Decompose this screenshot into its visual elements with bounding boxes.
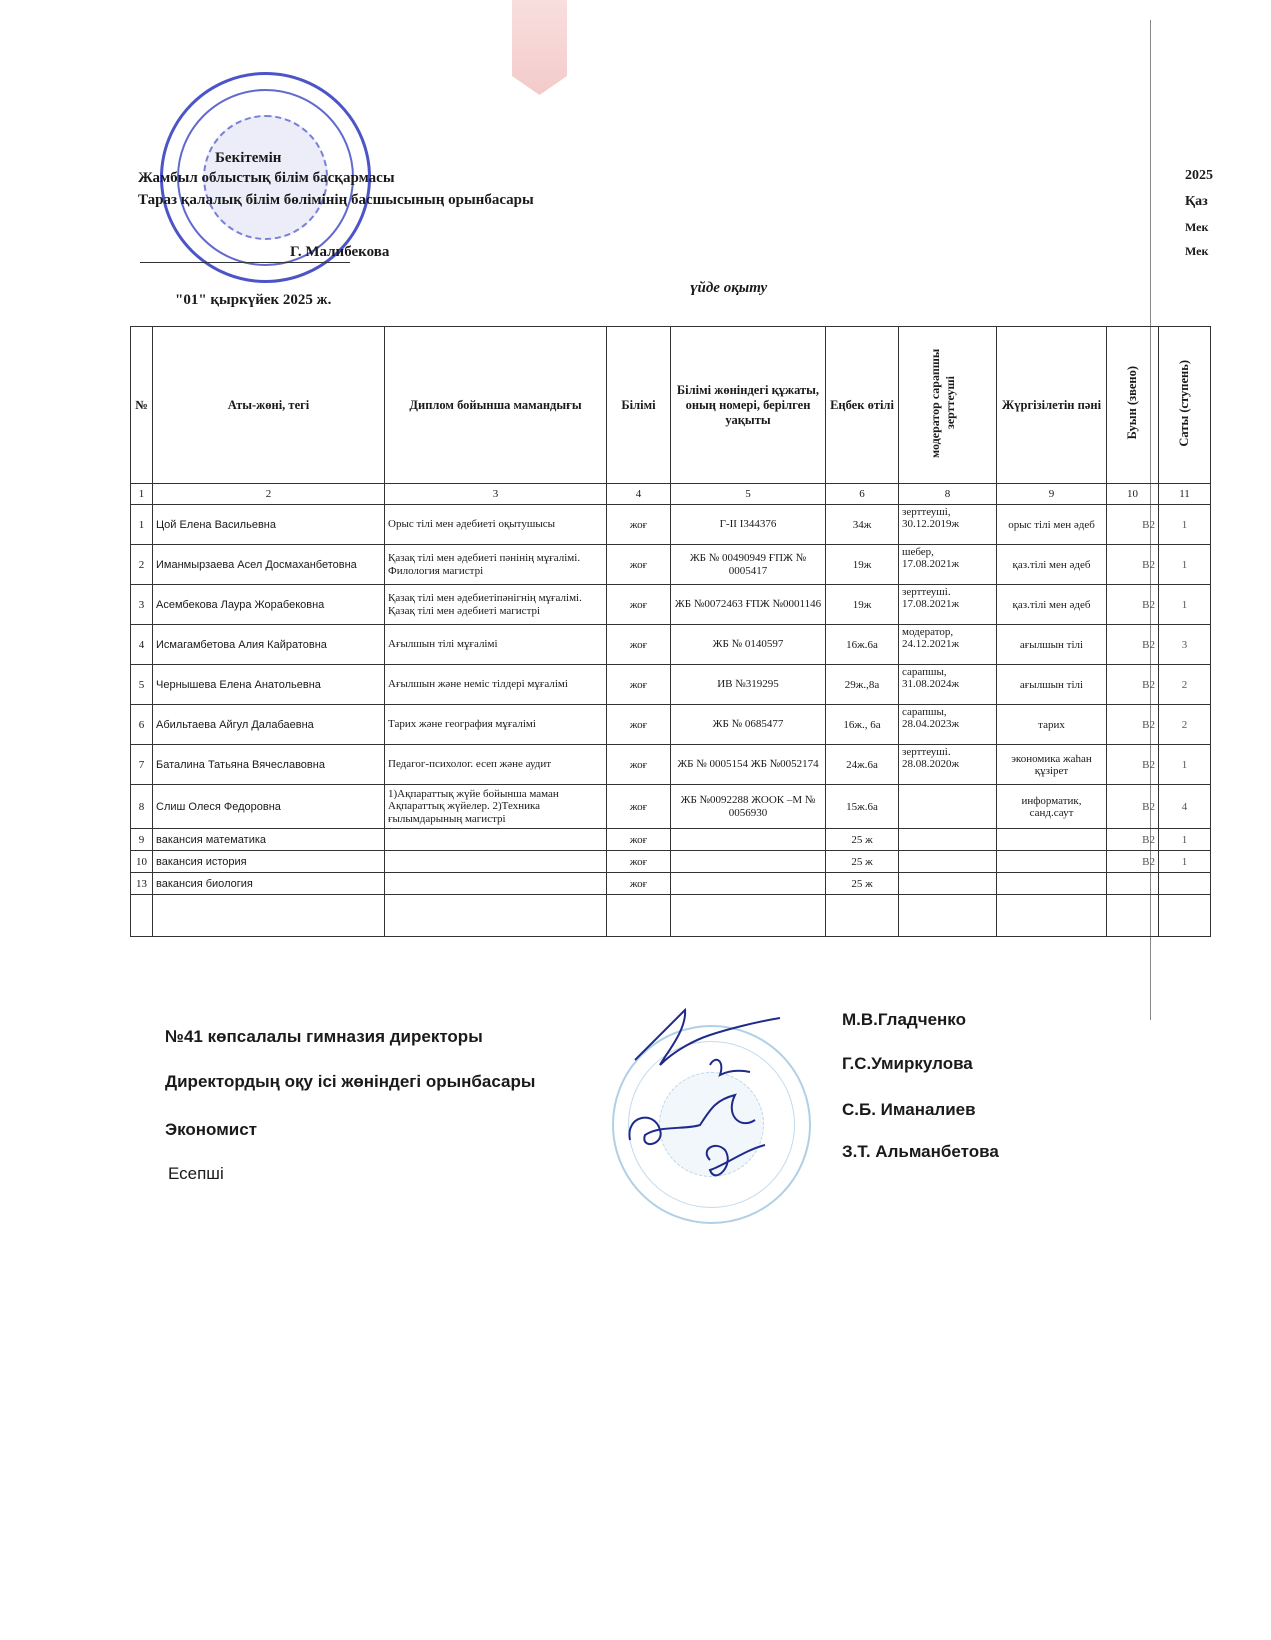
zveno-value: В2 [1107, 505, 1159, 545]
diploma-specialty [385, 873, 607, 895]
col-header-name: Аты-жөні, тегі [153, 327, 385, 484]
director-name: М.В.Гладченко [842, 1010, 966, 1029]
diploma-specialty: Орыс тілі мен әдебиеті оқытушысы [385, 505, 607, 545]
work-experience: 24ж.6а [826, 745, 899, 785]
col-header-step [1159, 327, 1211, 484]
deputy-name: Г.С.Умиркулова [842, 1054, 973, 1073]
row-number: 9 [131, 829, 153, 851]
education-document: ЖБ № 0005154 ЖБ №0052174 [671, 745, 826, 785]
deputy-title: Директордың оқу ісі жөніндегі орынбасары [165, 1072, 536, 1091]
empty-cell [997, 895, 1107, 937]
col-header-education: Білімі [607, 327, 671, 484]
staff-name: Асембекова Лаура Жорабековна [153, 585, 385, 625]
row-number: 7 [131, 745, 153, 785]
staff-name: вакансия биология [153, 873, 385, 895]
row-number: 5 [131, 665, 153, 705]
taught-subject: информатик, санд.саут [997, 785, 1107, 829]
zveno-value: В2 [1107, 625, 1159, 665]
taught-subject [997, 873, 1107, 895]
zveno-value: В2 [1107, 851, 1159, 873]
staff-name: Исмагамбетова Алия Кайратовна [153, 625, 385, 665]
col-number: 8 [899, 484, 997, 505]
education-document: ИВ №319295 [671, 665, 826, 705]
step-value: 1 [1159, 585, 1211, 625]
education-document [671, 873, 826, 895]
education-level: жоғ [607, 705, 671, 745]
staff-name: Цой Елена Васильевна [153, 505, 385, 545]
table-row [131, 785, 1211, 829]
education-level: жоғ [607, 545, 671, 585]
row-number: 6 [131, 705, 153, 745]
empty-cell [1107, 895, 1159, 937]
education-level: жоғ [607, 829, 671, 851]
table-row [131, 851, 1211, 873]
col-number: 10 [1107, 484, 1159, 505]
table-row [131, 625, 1211, 665]
table-row-empty [131, 895, 1211, 937]
zveno-value: В2 [1107, 545, 1159, 585]
taught-subject: тарих [997, 705, 1107, 745]
diploma-specialty [385, 851, 607, 873]
taught-subject: қаз.тілі мен әдеб [997, 545, 1107, 585]
table-row [131, 585, 1211, 625]
director-title: №41 көпсалалы гимназия директоры [165, 1027, 483, 1046]
diploma-specialty: Ағылшын және неміс тілдері мұғалімі [385, 665, 607, 705]
step-value: 3 [1159, 625, 1211, 665]
zveno-value: В2 [1107, 585, 1159, 625]
header-signer: Г. Малибекова [290, 244, 390, 260]
staff-name: вакансия история [153, 851, 385, 873]
col-number: 3 [385, 484, 607, 505]
col-header-step-text: Саты (ступень) [1177, 359, 1191, 447]
qualification-category [899, 873, 997, 895]
taught-subject: қаз.тілі мен әдеб [997, 585, 1107, 625]
col-number: 6 [826, 484, 899, 505]
col-header-experience: Еңбек өтілі [826, 327, 899, 484]
step-value: 4 [1159, 785, 1211, 829]
table-header-row [131, 327, 1211, 484]
staff-name: Иманмырзаева Асел Досмаханбетовна [153, 545, 385, 585]
qualification-category [899, 829, 997, 851]
col-header-zveno [1107, 327, 1159, 484]
work-experience: 19ж [826, 585, 899, 625]
work-experience: 29ж.,8а [826, 665, 899, 705]
approval-date: "01" қыркүйек 2025 ж. [175, 292, 332, 308]
education-document: Г-II I344376 [671, 505, 826, 545]
col-header-specialty: Диплом бойынша мамандығы [385, 327, 607, 484]
row-number: 8 [131, 785, 153, 829]
row-number: 10 [131, 851, 153, 873]
education-level: жоғ [607, 625, 671, 665]
taught-subject: экономика жаһан құзірет [997, 745, 1107, 785]
work-experience: 25 ж [826, 851, 899, 873]
col-header-zveno-text: Буын (звено) [1125, 366, 1139, 440]
zveno-value: В2 [1107, 705, 1159, 745]
table-row [131, 829, 1211, 851]
document-subtitle: үйде оқыту [690, 280, 768, 296]
empty-cell [385, 895, 607, 937]
qualification-category: сарапшы, 28.04.2023ж [899, 705, 997, 745]
empty-cell [153, 895, 385, 937]
qualification-category [899, 851, 997, 873]
diploma-specialty: Тарих және география мұғалімі [385, 705, 607, 745]
col-number: 9 [997, 484, 1107, 505]
step-value: 2 [1159, 665, 1211, 705]
col-number: 1 [131, 484, 153, 505]
taught-subject: ағылшын тілі [997, 665, 1107, 705]
education-level: жоғ [607, 505, 671, 545]
work-experience: 16ж.6а [826, 625, 899, 665]
row-number: 2 [131, 545, 153, 585]
table-row [131, 665, 1211, 705]
col-header-document: Білімі жөніндегі құжаты, оның номері, берілген уақыты [671, 327, 826, 484]
handwritten-signatures [615, 1000, 815, 1200]
qualification-category: сарапшы, 31.08.2024ж [899, 665, 997, 705]
economist-title: Экономист [165, 1120, 257, 1139]
education-document: ЖБ №0092288 ЖООК –М № 0056930 [671, 785, 826, 829]
education-level: жоғ [607, 745, 671, 785]
col-number: 4 [607, 484, 671, 505]
col-header-category [899, 327, 997, 484]
staff-name: Чернышева Елена Анатольевна [153, 665, 385, 705]
row-number: 4 [131, 625, 153, 665]
right-cut-text-3: Мек [1185, 220, 1209, 234]
diploma-specialty: Қазақ тілі мен әдебиетіпәнігнің мұғалімі. Қазақ тілі мен әдебиеті магистрі [385, 585, 607, 625]
qualification-category: зерттеуші. 28.08.2020ж [899, 745, 997, 785]
org-line-2: Тараз қалалық білім бөлімінің басшысының орынбасары [138, 192, 534, 208]
empty-cell [671, 895, 826, 937]
staff-name: Абильтаева Айгул Далабаевна [153, 705, 385, 745]
diploma-specialty: Педагог-психолог. есеп және аудит [385, 745, 607, 785]
step-value [1159, 873, 1211, 895]
economist-name: С.Б. Иманалиев [842, 1100, 976, 1119]
diploma-specialty: Ағылшын тілі мұғалімі [385, 625, 607, 665]
table-row [131, 545, 1211, 585]
empty-cell [826, 895, 899, 937]
taught-subject: орыс тілі мен әдеб [997, 505, 1107, 545]
work-experience: 25 ж [826, 873, 899, 895]
right-cut-text-1: 2025 [1185, 168, 1213, 183]
empty-cell [899, 895, 997, 937]
taught-subject: ағылшын тілі [997, 625, 1107, 665]
qualification-category: шебер, 17.08.2021ж [899, 545, 997, 585]
education-level: жоғ [607, 851, 671, 873]
taught-subject [997, 829, 1107, 851]
col-number: 11 [1159, 484, 1211, 505]
staff-name: Слиш Олеся Федоровна [153, 785, 385, 829]
table-row [131, 745, 1211, 785]
col-number: 5 [671, 484, 826, 505]
right-cut-text-2: Қаз [1185, 194, 1208, 209]
col-header-number: № [131, 327, 153, 484]
qualification-category [899, 785, 997, 829]
step-value: 1 [1159, 545, 1211, 585]
zveno-value: В2 [1107, 829, 1159, 851]
work-experience: 19ж [826, 545, 899, 585]
accountant-title: Есепші [168, 1164, 224, 1183]
diploma-specialty: 1)Ақпараттық жүйе бойынша маман Ақпараттық жүйелер. 2)Техника ғылымдарының магистрі [385, 785, 607, 829]
zveno-value [1107, 873, 1159, 895]
work-experience: 15ж.6а [826, 785, 899, 829]
step-value: 1 [1159, 505, 1211, 545]
education-document: ЖБ № 0140597 [671, 625, 826, 665]
education-level: жоғ [607, 665, 671, 705]
staff-table [130, 326, 1211, 937]
zveno-value: В2 [1107, 785, 1159, 829]
row-number: 13 [131, 873, 153, 895]
step-value: 2 [1159, 705, 1211, 745]
education-document: ЖБ №0072463 ҒПЖ №0001146 [671, 585, 826, 625]
work-experience: 34ж [826, 505, 899, 545]
row-number: 1 [131, 505, 153, 545]
table-row [131, 505, 1211, 545]
education-level: жоғ [607, 873, 671, 895]
right-cut-text-4: Мек [1185, 244, 1209, 258]
scan-clip-mark [512, 0, 567, 95]
col-header-subject: Жүргізілетін пәні [997, 327, 1107, 484]
education-document [671, 829, 826, 851]
education-document: ЖБ № 00490949 ҒПЖ № 0005417 [671, 545, 826, 585]
step-value: 1 [1159, 851, 1211, 873]
approve-label: Бекітемін [215, 150, 282, 166]
empty-cell [1159, 895, 1211, 937]
row-number: 3 [131, 585, 153, 625]
education-document [671, 851, 826, 873]
empty-cell [607, 895, 671, 937]
accountant-name: З.Т. Альманбетова [842, 1142, 999, 1161]
table-row [131, 705, 1211, 745]
table-row [131, 873, 1211, 895]
zveno-value: В2 [1107, 745, 1159, 785]
signature-line [140, 262, 350, 263]
col-header-category-text: модератор сарапшы зерттеуші [927, 348, 957, 458]
education-document: ЖБ № 0685477 [671, 705, 826, 745]
qualification-category: зерттеуші. 17.08.2021ж [899, 585, 997, 625]
col-number: 2 [153, 484, 385, 505]
education-level: жоғ [607, 785, 671, 829]
diploma-specialty [385, 829, 607, 851]
zveno-value: В2 [1107, 665, 1159, 705]
work-experience: 16ж., 6а [826, 705, 899, 745]
education-level: жоғ [607, 585, 671, 625]
taught-subject [997, 851, 1107, 873]
staff-name: вакансия математика [153, 829, 385, 851]
staff-name: Баталина Татьяна Вячеславовна [153, 745, 385, 785]
qualification-category: зерттеуші, 30.12.2019ж [899, 505, 997, 545]
column-number-row [131, 484, 1211, 505]
org-line-1: Жамбыл облыстық білім басқармасы [138, 170, 395, 186]
qualification-category: модератор, 24.12.2021ж [899, 625, 997, 665]
step-value: 1 [1159, 829, 1211, 851]
diploma-specialty: Қазақ тілі мен әдебиеті пәнінің мұғалімі. Филология магистрі [385, 545, 607, 585]
step-value: 1 [1159, 745, 1211, 785]
empty-cell [131, 895, 153, 937]
work-experience: 25 ж [826, 829, 899, 851]
